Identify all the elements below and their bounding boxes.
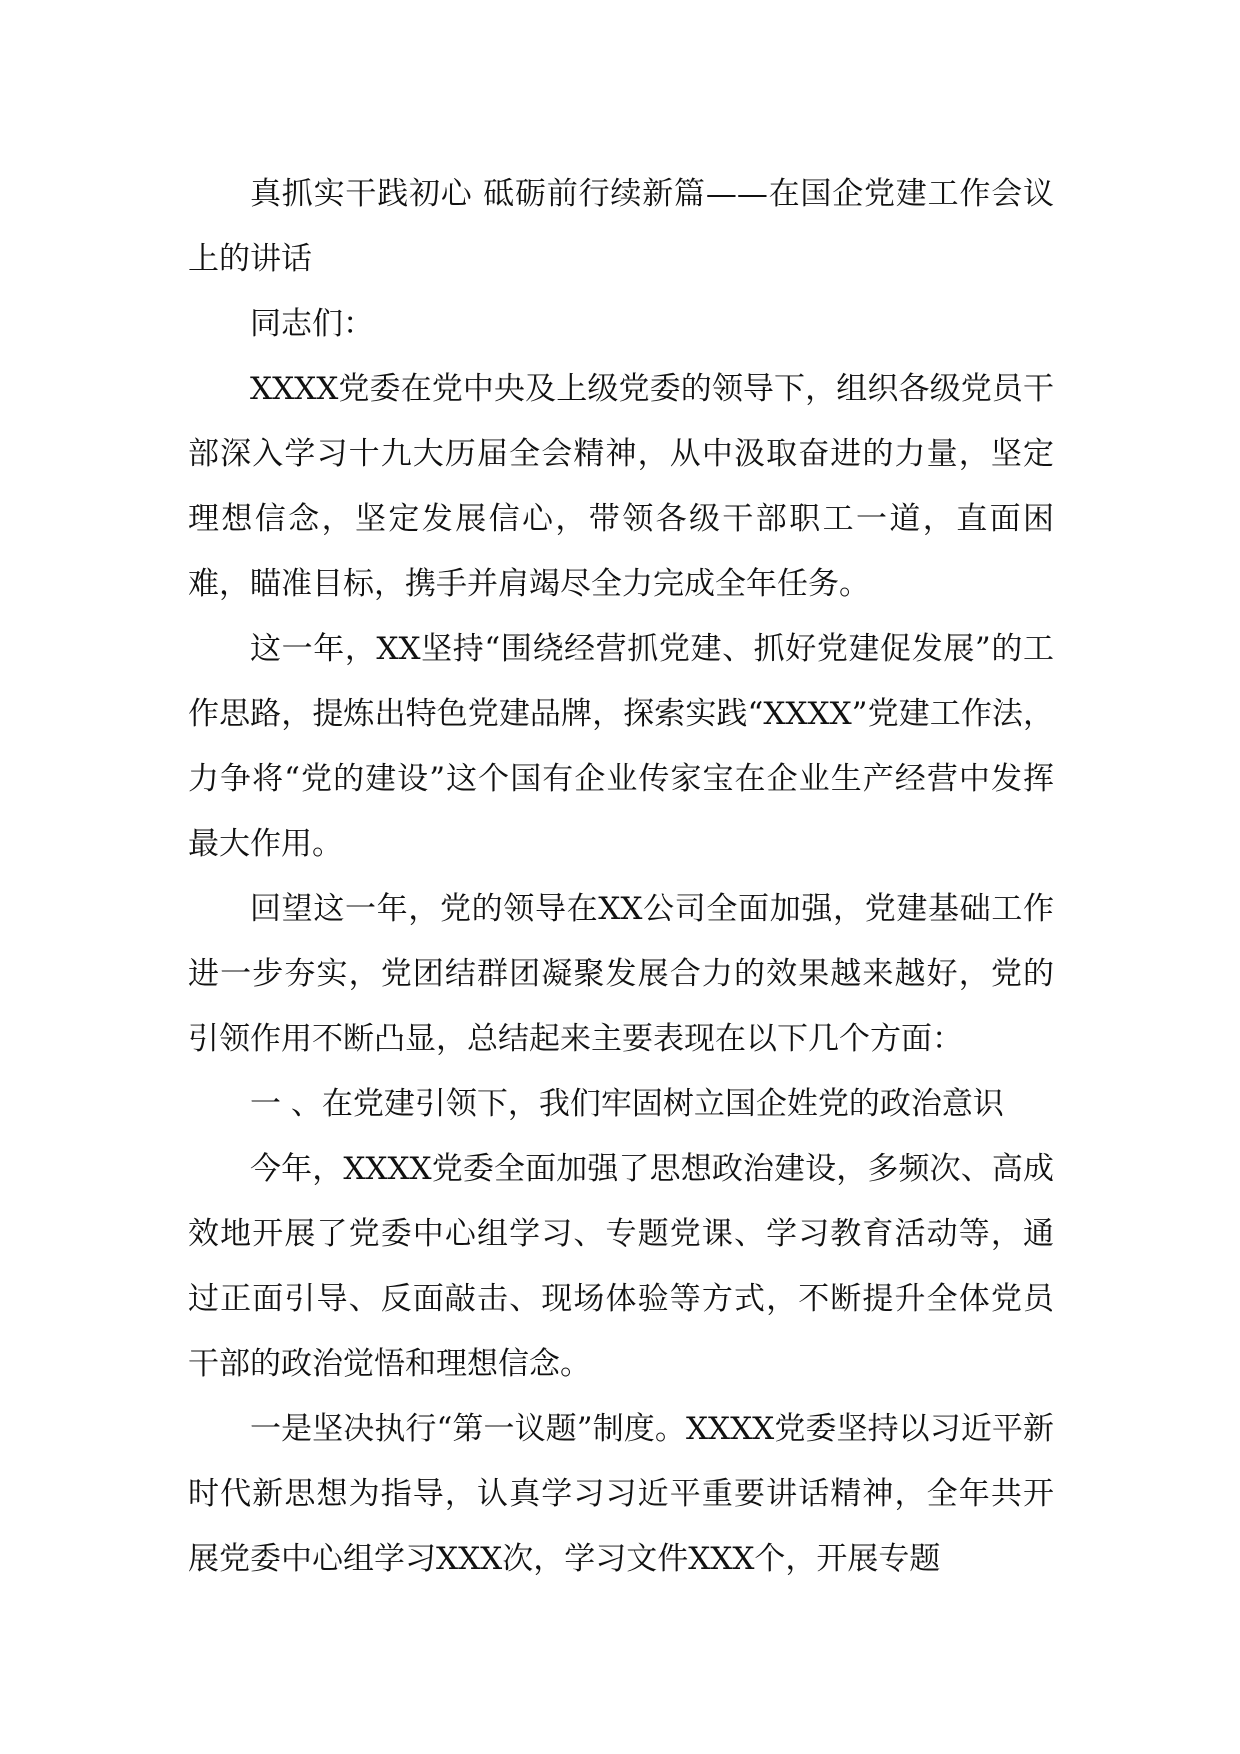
- paragraph: 回望这一年，党的领导在XX公司全面加强，党建基础工作进一步夯实，党团结群团凝聚发展合力的效果越来越好，党的引领作用不断凸显，总结起来主要表现在以下几个方面：: [188, 891, 1054, 1057]
- salutation: 同志们：: [250, 306, 374, 342]
- document-body: [188, 162, 1054, 1592]
- paragraph: 一是坚决执行“第一议题”制度。XXXX党委坚持以习近平新时代新思想为指导，认真学习习近平重要讲话精神，全年共开展党委中心组学习XXX次，学习文件XXX个，开展专题: [188, 1411, 1054, 1577]
- paragraph: 今年，XXXX党委全面加强了思想政治建设，多频次、高成效地开展了党委中心组学习、专题党课、学习教育活动等，通过正面引导、反面敲击、现场体验等方式，不断提升全体党员干部的政治觉悟和理想信念。: [188, 1151, 1054, 1382]
- section-heading: 一 、在党建引领下，我们牢固树立国企姓党的政治意识: [250, 1086, 1004, 1122]
- paragraph: 这一年，XX坚持“围绕经营抓党建、抓好党建促发展”的工作思路，提炼出特色党建品牌，探索实践“XXXX”党建工作法，力争将“党的建设”这个国有企业传家宝在企业生产经营中发挥最大作用。: [188, 631, 1054, 862]
- document-title: 真抓实干践初心 砥砺前行续新篇——在国企党建工作会议上的讲话: [188, 176, 1054, 277]
- paragraph: XXXX党委在党中央及上级党委的领导下，组织各级党员干部深入学习十九大历届全会精神，从中汲取奋进的力量，坚定理想信念，坚定发展信心，带领各级干部职工一道，直面困难，瞄准目标，携手并肩竭尽全力完成全年任务。: [188, 371, 1054, 602]
